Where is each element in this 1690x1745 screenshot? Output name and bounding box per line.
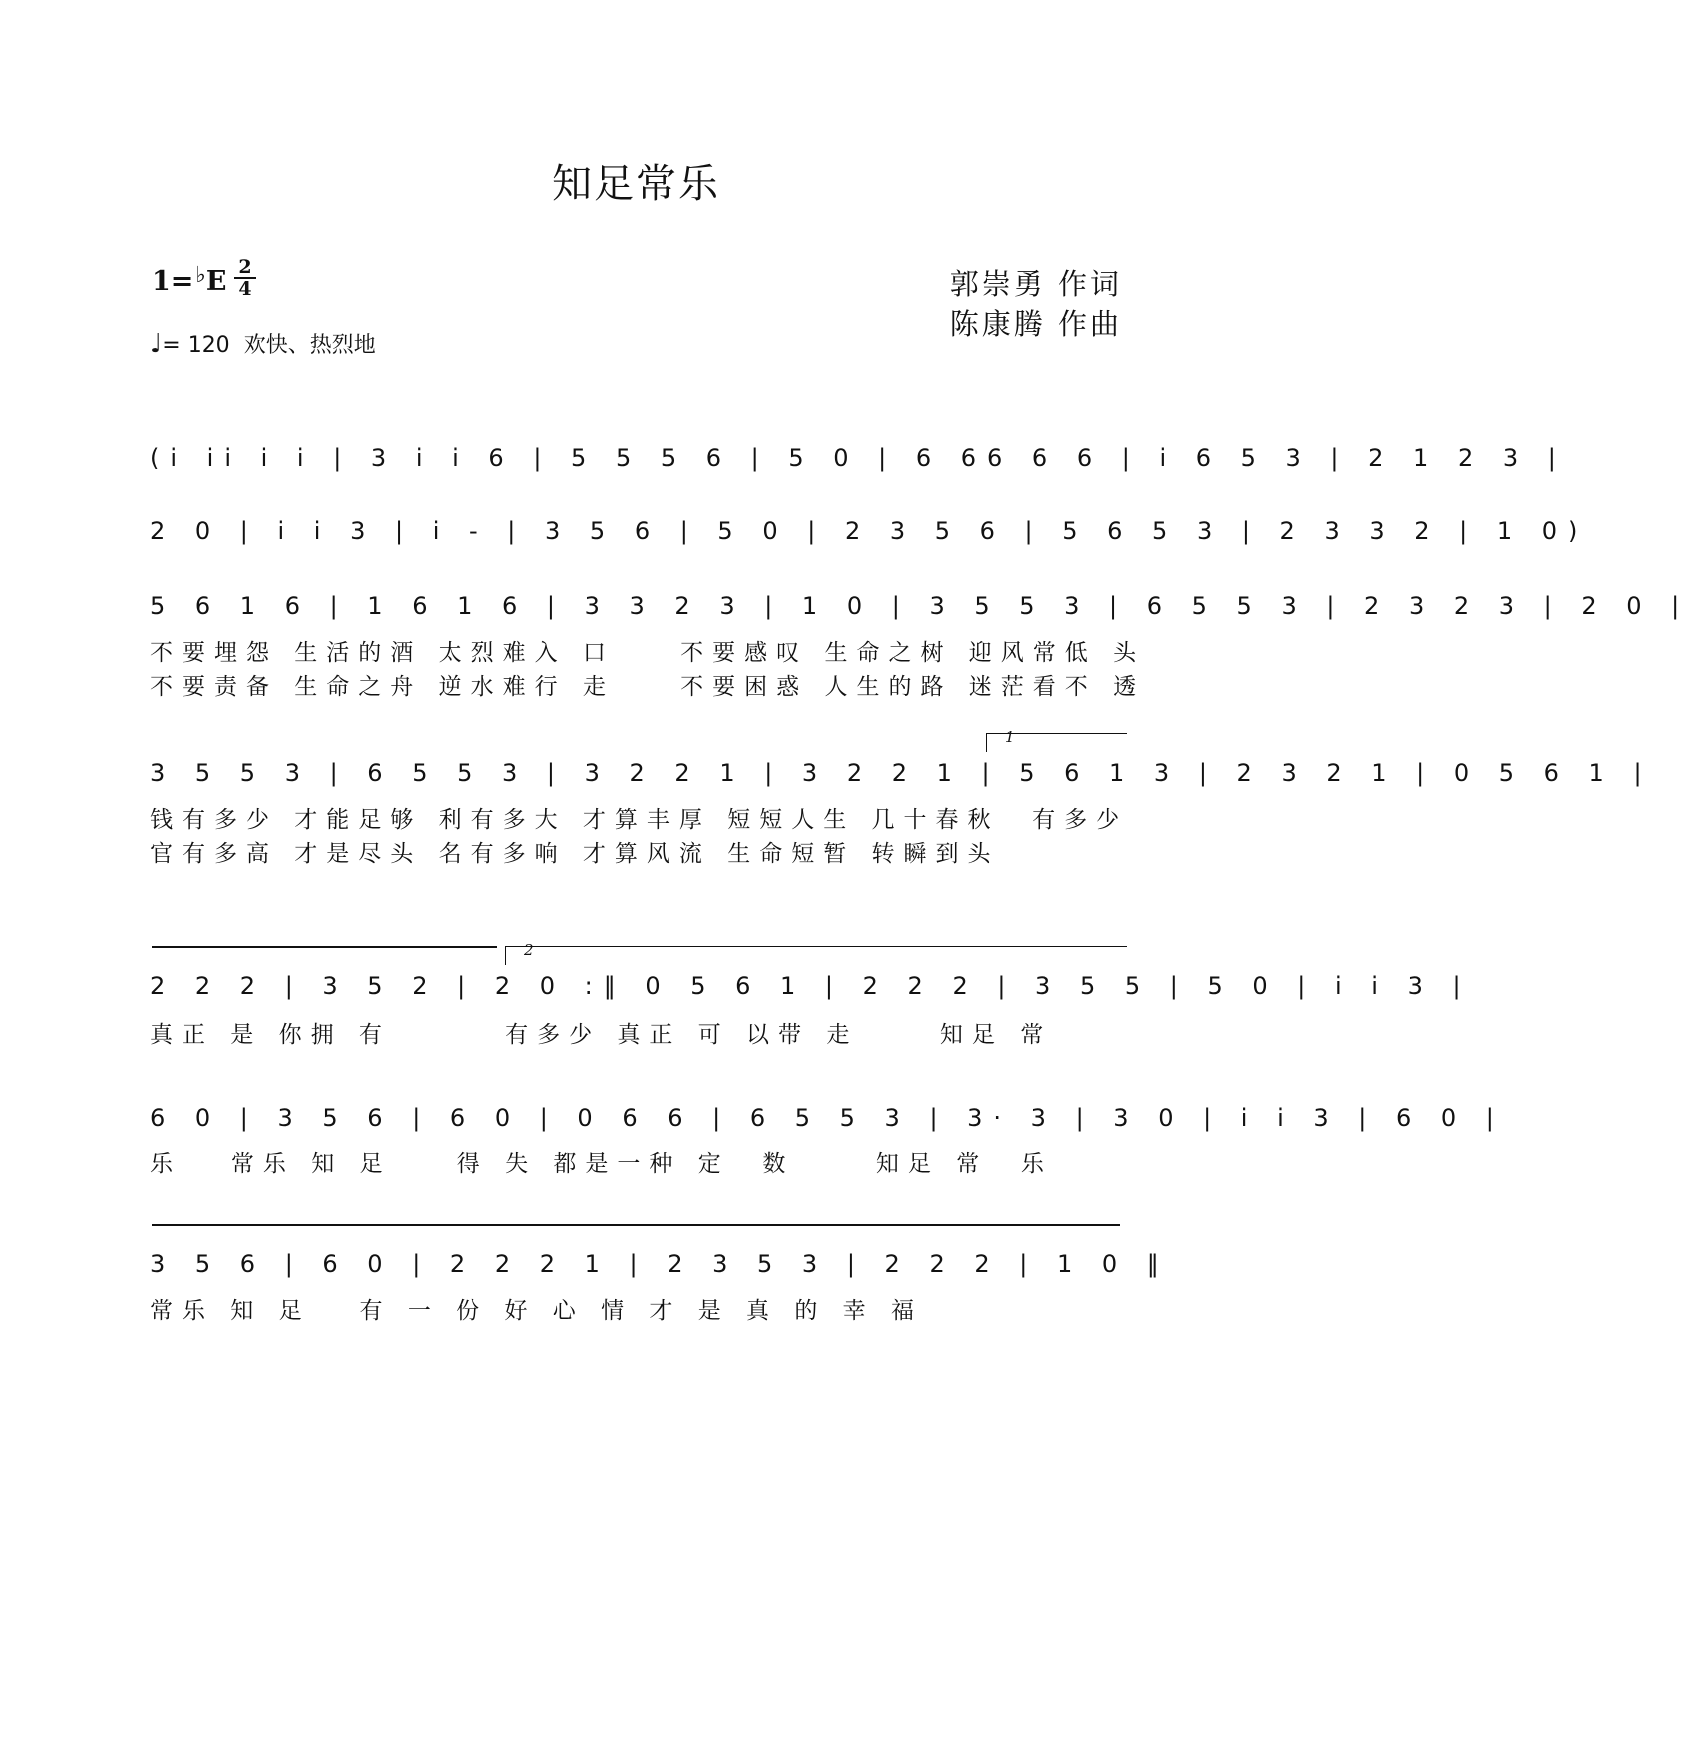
tempo-value: = 120: [162, 333, 230, 358]
lyrics-6: 乐 常乐 知 足 得 失 都是一种 定 数 知足 常 乐: [150, 1151, 1053, 1177]
key-note: E: [205, 266, 227, 297]
lyrics-4-verse-2: 官有多高 才是尽头 名有多响 才算风流 生命短暂 转瞬到头: [150, 841, 1000, 867]
lyrics-3-verse-2: 不要责备 生命之舟 逆水难行 走 不要困惑 人生的路 迷茫看不 透: [150, 674, 1146, 700]
lyricist-credit: 郭崇勇 作词: [949, 267, 1122, 301]
quarter-note-icon: ♩: [150, 329, 163, 359]
lyrics-5: 真正 是 你拥 有 有多少 真正 可 以带 走 知足 常: [150, 1022, 1053, 1048]
key-label: 1=: [152, 266, 194, 297]
lyrics-7: 常乐 知 足 有 一 份 好 心 情 才 是 真 的 幸 福: [150, 1298, 923, 1324]
time-bottom: 4: [238, 278, 252, 300]
composer-credit: 陈康腾 作曲: [949, 307, 1122, 341]
volta-1-continuation: [152, 946, 497, 948]
lyrics-3-verse-1: 不要埋怨 生活的酒 太烈难入 口 不要感叹 生命之树 迎风常低 头: [150, 640, 1146, 666]
tempo-expression: 欢快、热烈地: [243, 333, 376, 358]
volta-bracket-2: [505, 941, 1127, 965]
time-signature: [234, 258, 256, 298]
key-signature: [152, 262, 226, 297]
volta-2-number: 2: [524, 941, 534, 959]
page-title: 知足常乐: [552, 161, 720, 207]
volta-bracket-1: [986, 728, 1127, 752]
staff-line-3: 5 6 1 6 | 1 6 1 6 | 3 3 2 3 | 1 0 | 3 5 5 3 | 6 5 5 3 | 2 3 2 3 | 2 0 |: [150, 592, 1690, 620]
closing-bracket: [152, 1224, 1120, 1226]
staff-line-2: 2 0 | i i 3 | i - | 3 5 6 | 5 0 | 2 3 5 6 | 5 6 5 3 | 2 3 3 2 | 1 0): [150, 517, 1589, 545]
flat-icon: ♭: [195, 262, 206, 288]
staff-line-6: 6 0 | 3 5 6 | 6 0 | 0 6 6 | 6 5 5 3 | 3· 3 | 3 0 | i i 3 | 6 0 |: [150, 1104, 1505, 1132]
staff-line-5: 2 2 2 | 3 5 2 | 2 0 :‖ 0 5 6 1 | 2 2 2 | 3 5 5 | 5 0 | i i 3 |: [150, 972, 1472, 1000]
time-top: 2: [238, 256, 252, 278]
volta-1-number: 1: [1005, 728, 1015, 746]
staff-line-1: (i ii i i | 3 i i 6 | 5 5 5 6 | 5 0 | 6 66 6 6 | i 6 5 3 | 2 1 2 3 |: [150, 444, 1567, 472]
lyrics-4-verse-1: 钱有多少 才能足够 利有多大 才算丰厚 短短人生 几十春秋 有多少: [150, 807, 1129, 833]
staff-line-7: 3 5 6 | 6 0 | 2 2 2 1 | 2 3 5 3 | 2 2 2 | 1 0 ‖: [150, 1250, 1170, 1278]
staff-line-4: 3 5 5 3 | 6 5 5 3 | 3 2 2 1 | 3 2 2 1 | 5 6 1 3 | 2 3 2 1 | 0 5 6 1 |: [150, 759, 1653, 787]
tempo-marking: [150, 328, 376, 359]
